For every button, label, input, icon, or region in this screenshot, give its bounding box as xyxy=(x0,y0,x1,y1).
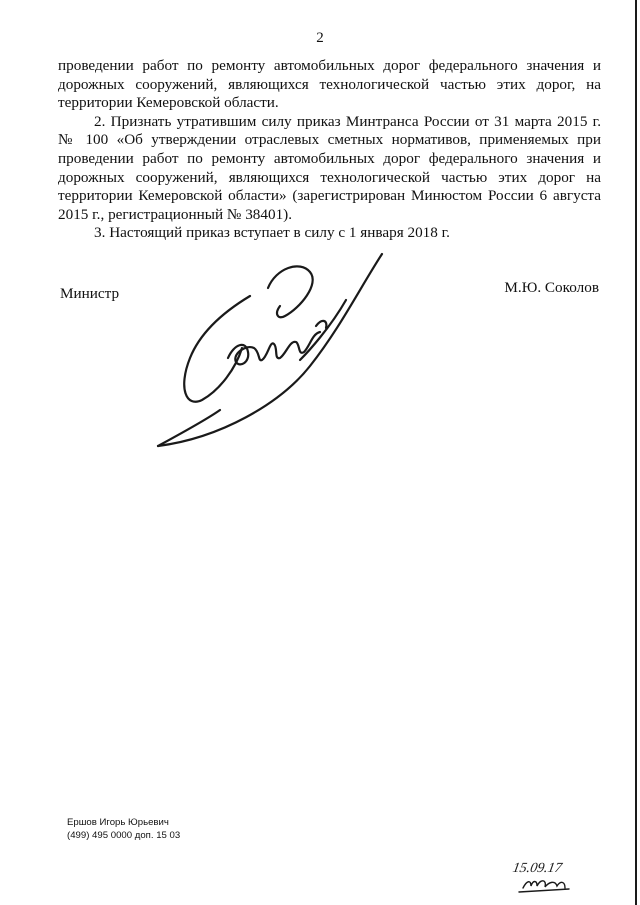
signatory-name: М.Ю. Соколов xyxy=(504,279,599,296)
signatory-title: Министр xyxy=(60,285,120,302)
paragraph-item-3: 3. Настоящий приказ вступает в силу с 1 января 2018 г. xyxy=(94,224,450,242)
handwritten-date-icon xyxy=(503,856,593,896)
executor-info xyxy=(67,817,180,842)
handwritten-signature-icon xyxy=(150,248,390,458)
handwritten-date-text: 15.09.17 xyxy=(511,860,564,876)
document-body xyxy=(58,57,601,243)
executor-phone: (499) 495 0000 доп. 15 03 xyxy=(67,829,181,841)
page-number: 2 xyxy=(316,30,324,46)
executor-name: Ершов Игорь Юрьевич xyxy=(67,817,169,828)
paragraph-item-2: 2. Признать утратившим силу приказ Минтранса России от 31 марта 2015 г. № 100 «Об утверждении отраслевых сметных нормативов, применяемых при проведении работ по ремонту автомобильных дорог федерального значения и дорожных сооружений, являющихся технологической частью этих дорог на территории Кемеровской области» (зарегистрирован Минюстом России 6 августа 2015 г., регистрационный № 38401). xyxy=(58,112,601,223)
page-edge-line xyxy=(635,0,637,905)
paragraph-continuation: проведении работ по ремонту автомобильных дорог федерального значения и дорожных сооружений, являющихся технологической частью этих дорог, на территории Кемеровской области. xyxy=(58,57,601,112)
